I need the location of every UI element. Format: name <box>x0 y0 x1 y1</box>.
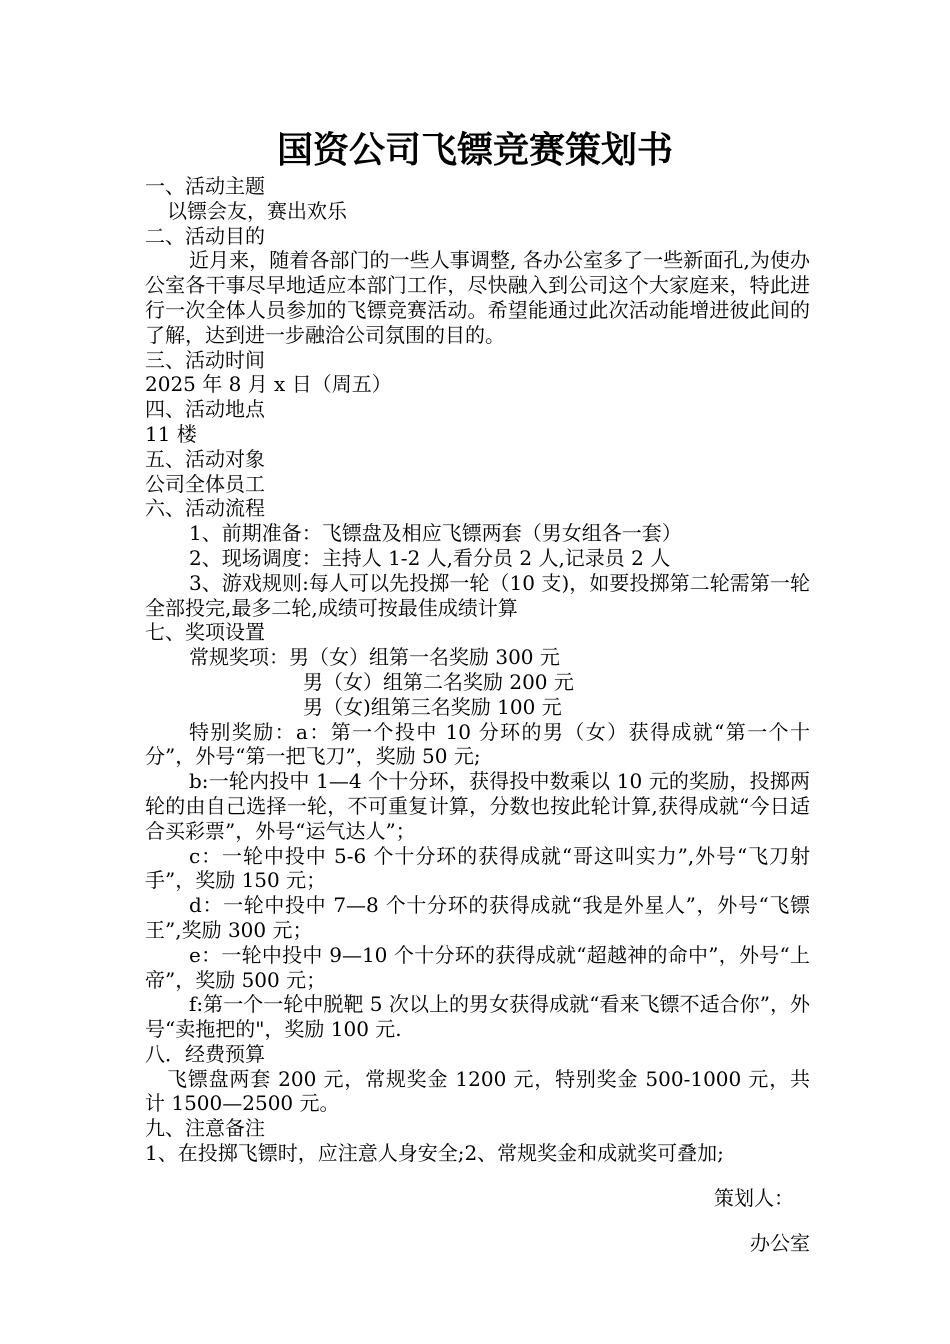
award-special-d: d：一轮中投中 7—8 个十分环的获得成就“我是外星人”，外号“飞镖王”,奖励 300 元； <box>145 893 810 942</box>
theme-heading: 一、活动主题 <box>145 174 265 198</box>
award-regular-1: 常规奖项：男（女）组第一名奖励 300 元 <box>189 645 560 670</box>
place-heading: 四、活动地点 <box>145 397 265 422</box>
notes-heading: 九、注意备注 <box>145 1116 265 1141</box>
time-heading: 三、活动时间 <box>145 347 265 372</box>
awards-heading: 七、奖项设置 <box>145 620 265 645</box>
theme-text: 以镖会友，赛出欢乐 <box>167 198 347 223</box>
process-item-1: 1、前期准备：飞镖盘及相应飞镖两套（男女组各一套） <box>189 521 682 546</box>
award-special-e: e：一轮中投中 9—10 个十分环的获得成就“超越神的命中”，外号“上帝”，奖励 500 元； <box>145 942 810 992</box>
award-special-c: c：一轮中投中 5-6 个十分环的获得成就“哥这叫实力”,外号“飞刀射手”，奖励 150 元； <box>145 843 810 893</box>
place-text: 11 楼 <box>145 421 197 446</box>
process-item-3: 3、游戏规则:每人可以先投掷一轮（10 支)，如要投掷第二轮需第一轮全部投完,最多二轮,成绩可按最佳成绩计算 <box>145 570 810 620</box>
planner-name: 办公室 <box>750 1230 810 1255</box>
process-heading: 六、活动流程 <box>145 496 265 521</box>
budget-heading: 八．经费预算 <box>145 1041 265 1066</box>
process-item-2: 2、现场调度：主持人 1-2 人,看分员 2 人,记录员 2 人 <box>189 545 671 570</box>
award-regular-2: 男（女）组第二名奖励 200 元 <box>303 669 574 694</box>
planner-label: 策划人： <box>714 1185 794 1210</box>
notes-text: 1、在投掷飞镖时，应注意人身安全;2、常规奖金和成就奖可叠加; <box>145 1141 724 1166</box>
document-title: 国资公司飞镖竞赛策划书 <box>276 129 673 171</box>
award-special-a: 特别奖励：a：第一个投中 10 分环的男（女）获得成就“第一个十分”，外号“第一把飞刀”，奖励 50 元; <box>145 719 810 769</box>
award-special-b: b:一轮内投中 1—4 个十分环，获得投中数乘以 10 元的奖励，投掷两轮的由自己选择一轮，不可重复计算，分数也按此轮计算,获得成就“今日适合买彩票”，外号“运气达人”； <box>145 769 810 843</box>
target-text: 公司全体员工 <box>145 471 265 496</box>
purpose-heading: 二、活动目的 <box>145 223 265 248</box>
award-regular-3: 男（女)组第三名奖励 100 元 <box>303 694 562 719</box>
target-heading: 五、活动对象 <box>145 446 265 471</box>
budget-text: 飞镖盘两套 200 元，常规奖金 1200 元，特别奖金 500-1000 元，共计 1500—2500 元。 <box>145 1066 810 1116</box>
document-body <box>145 174 810 1275</box>
award-special-f: f:第一个一轮中脱靶 5 次以上的男女获得成就“看来飞镖不适合你”，外号“卖拖把的"，奖励 100 元. <box>145 992 810 1042</box>
purpose-text: 近月来，随着各部门的一些人事调整, 各办公室多了一些新面孔,为使办公室各干事尽早地适应本部门工作，尽快融入到公司这个大家庭来，特此进行一次全体人员参加的飞镖竞赛活动。希望能通过此次活动能增进彼此间的了解，达到进一步融洽公司氛围的目的。 <box>145 248 810 347</box>
time-text: 2025 年 8 月 x 日（周五） <box>145 372 392 397</box>
